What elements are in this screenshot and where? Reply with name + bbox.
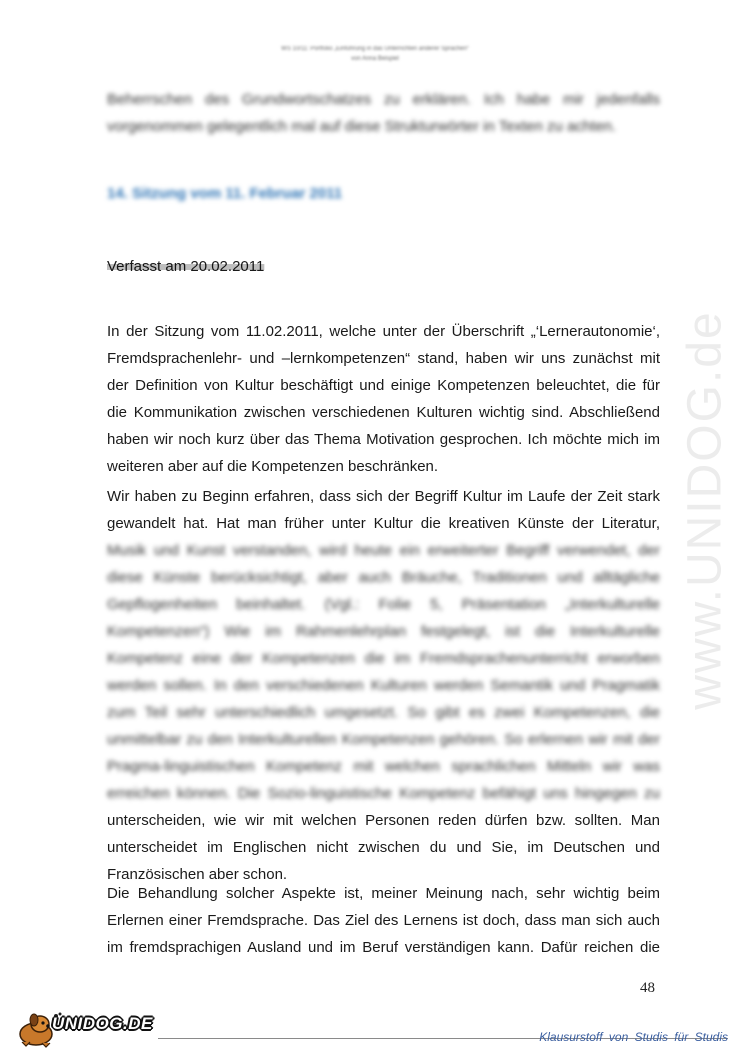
text-line: Französischen aber schon. <box>107 866 288 883</box>
text-line: Pragma-linguistischen Kompetenz mit welchen sprachlichen Mitteln wir was <box>107 758 660 775</box>
intro-paragraph <box>107 86 660 140</box>
text-line: Wir haben zu Beginn erfahren, dass sich der Begriff Kultur im Laufe der Zeit stark <box>107 488 660 505</box>
text-line: zum Teil sehr unterschiedlich umgesetzt. So gibt es zwei Kompetenzen, die <box>107 704 660 721</box>
footer-tagline: Klausurstoff von Studis für Studis <box>539 1030 728 1044</box>
text-line: unterscheidet im Englischen nicht zwischen du und Sie, im Deutschen und <box>107 839 660 856</box>
text-line: erreichen können. Die Sozio-linguistische Kompetenz befähigt uns hingegen zu <box>107 785 660 802</box>
section-heading: 14. Sitzung vom 11. Februar 2011 <box>107 185 343 202</box>
text-line: Musik und Kunst verstanden, wird heute ein erweiterter Begriff verwendet, der <box>107 542 660 559</box>
text-line: die Kommunikation zwischen verschiedenen Kulturen wichtig sind. Abschließend <box>107 404 660 421</box>
text-line: werden sollen. In den verschiedenen Kulturen werden Semantik und Pragmatik <box>107 677 660 694</box>
text-line: Erlernen einer Fremdsprache. Das Ziel des Lernens ist doch, dass man sich auch <box>107 912 660 929</box>
text-line: vorgenommen gelegentlich mal auf diese Strukturwörter in Texten zu achten. <box>107 118 617 135</box>
text-line: Gepflogenheiten beinhaltet. (Vgl.: Folie 5, Präsentation „Interkulturelle <box>107 596 660 613</box>
text-line: weiteren aber auf die Kompetenzen beschränken. <box>107 458 439 475</box>
paragraph-3 <box>107 880 660 961</box>
text-line: haben wir noch kurz über das Thema Motivation gesprochen. Ich möchte mich im <box>107 431 660 448</box>
paragraph-2 <box>107 483 660 888</box>
text-line: Kompetenzen“) Wie im Rahmenlehrplan festgelegt, ist die Interkulturelle <box>107 623 660 640</box>
text-line: im fremdsprachigen Ausland und im Beruf verständigen kann. Dafür reichen die <box>107 939 660 956</box>
watermark: www.UNIDOG.de <box>678 310 732 710</box>
text-line: Die Behandlung solcher Aspekte ist, meiner Meinung nach, sehr wichtig beim <box>107 885 660 902</box>
text-line: unmittelbar zu den Interkulturellen Kompetenzen gehören. So erlernen wir mit der <box>107 731 660 748</box>
logo-text: UNIDOG.DE <box>52 1014 153 1033</box>
page-header <box>180 44 570 64</box>
date-line: Verfasst am 20.02.2011 <box>107 258 265 275</box>
text-line: In der Sitzung vom 11.02.2011, welche unter der Überschrift „‘Lernerautonomie‘, <box>107 323 660 340</box>
blurred-text-block <box>107 537 660 807</box>
header-line-2: von Anna Beispiel <box>351 56 399 62</box>
page-number: 48 <box>640 980 655 996</box>
text-line: Fremdsprachenlehr- und –lernkompetenzen“ stand, haben wir uns zunächst mit <box>107 350 660 367</box>
text-line: der Definition von Kultur beschäftigt und einige Kompetenzen beleuchtet, die für <box>107 377 660 394</box>
text-line: Kompetenz eine der Kompetenzen die im Fremdsprachenunterricht erworben <box>107 650 660 667</box>
text-line: diese Künste berücksichtigt, aber auch Bräuche, Traditionen und alltägliche <box>107 569 660 586</box>
text-line: Beherrschen des Grundwortschatzes zu erklären. Ich habe mir jedenfalls <box>107 91 660 108</box>
text-line: unterscheiden, wie wir mit welchen Personen reden dürfen bzw. sollten. Man <box>107 812 660 829</box>
paragraph-1 <box>107 318 660 480</box>
text-line: gewandelt hat. Hat man früher unter Kultur die kreativen Künste der Literatur, <box>107 515 660 532</box>
header-line-1: WS 10/11: Portfolio „Einführung in das Unterrichten anderer Sprachen“ <box>281 46 469 52</box>
